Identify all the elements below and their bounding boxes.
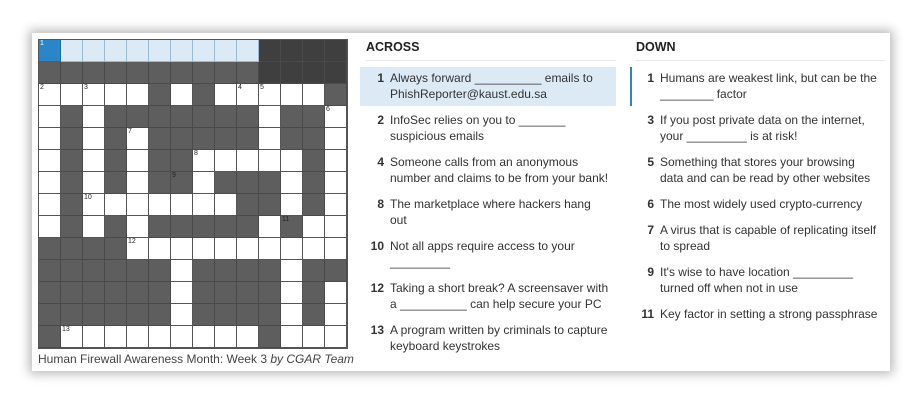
clue-number: 12 [370, 281, 384, 295]
cell-number: 10 [84, 194, 92, 201]
grid-block [61, 216, 83, 238]
grid-cell[interactable] [215, 40, 237, 62]
clue-number: 3 [647, 113, 654, 127]
grid-cell[interactable] [281, 194, 303, 216]
grid-block [193, 62, 215, 84]
grid-cell[interactable] [83, 128, 105, 150]
grid-block [171, 216, 193, 238]
grid-cell[interactable] [127, 128, 149, 150]
grid-block [193, 106, 215, 128]
grid-block [303, 106, 325, 128]
grid-cell[interactable] [325, 106, 347, 128]
grid-cell[interactable] [171, 40, 193, 62]
cell-number: 6 [326, 106, 330, 113]
grid-block [303, 304, 325, 326]
clue-number: 6 [647, 197, 654, 211]
across-clue-panel [360, 40, 616, 361]
grid-cell[interactable] [215, 238, 237, 260]
grid-cell[interactable] [127, 216, 149, 238]
grid-cell[interactable] [303, 326, 325, 348]
grid-cell[interactable] [61, 326, 83, 348]
grid-cell[interactable] [281, 282, 303, 304]
grid-block [61, 106, 83, 128]
grid-cell[interactable] [127, 238, 149, 260]
grid-block [303, 194, 325, 216]
grid-cell[interactable] [193, 194, 215, 216]
grid-block [325, 84, 347, 106]
grid-cell[interactable] [303, 84, 325, 106]
grid-cell[interactable] [281, 150, 303, 172]
across-clue-item[interactable] [360, 193, 616, 232]
grid-block [149, 106, 171, 128]
cell-number: 9 [172, 172, 176, 179]
grid-block [193, 128, 215, 150]
grid-cell[interactable] [61, 84, 83, 106]
grid-block [281, 62, 303, 84]
grid-cell[interactable] [83, 216, 105, 238]
grid-block [303, 150, 325, 172]
grid-cell[interactable] [325, 172, 347, 194]
grid-block [325, 62, 347, 84]
grid-block [237, 216, 259, 238]
grid-block [105, 62, 127, 84]
grid-cell[interactable] [39, 216, 61, 238]
grid-cell[interactable] [105, 194, 127, 216]
grid-cell[interactable] [149, 238, 171, 260]
across-clue-item[interactable] [360, 151, 616, 190]
grid-cell[interactable] [259, 106, 281, 128]
grid-block [215, 128, 237, 150]
grid-block [83, 260, 105, 282]
grid-block [105, 260, 127, 282]
grid-block [127, 260, 149, 282]
down-clue-list [630, 67, 885, 326]
grid-block [193, 84, 215, 106]
cell-number: 4 [238, 84, 242, 91]
caption-title: Human Firewall Awareness Month: Week 3 [38, 352, 267, 366]
across-clue-item[interactable] [360, 67, 616, 106]
grid-cell[interactable] [281, 304, 303, 326]
grid-cell[interactable] [171, 326, 193, 348]
grid-cell[interactable] [193, 326, 215, 348]
grid-block [61, 172, 83, 194]
grid-cell[interactable] [171, 260, 193, 282]
grid-block [39, 304, 61, 326]
grid-block [61, 238, 83, 260]
grid-block [61, 194, 83, 216]
grid-cell[interactable] [325, 282, 347, 304]
grid-block [237, 106, 259, 128]
grid-block [105, 150, 127, 172]
grid-block [149, 150, 171, 172]
grid-block [39, 326, 61, 348]
grid-cell[interactable] [39, 194, 61, 216]
grid-cell[interactable] [259, 84, 281, 106]
grid-block [171, 128, 193, 150]
grid-block [237, 304, 259, 326]
grid-block [127, 62, 149, 84]
clue-text: A virus that is capable of replicating itself to spread [660, 223, 877, 253]
grid-block [237, 128, 259, 150]
clue-text: It's wise to have location _________ turned off when not in use [660, 265, 854, 295]
down-heading: DOWN [636, 40, 885, 61]
grid-block [105, 282, 127, 304]
clue-number: 4 [377, 155, 384, 169]
grid-block [39, 260, 61, 282]
cell-number: 11 [282, 216, 290, 223]
down-clue-panel [630, 40, 885, 329]
clue-number: 11 [641, 307, 654, 321]
clue-text: Someone calls from an anonymous number and claims to be from your bank! [390, 155, 609, 185]
cell-number: 1 [40, 40, 44, 47]
down-clue-item[interactable] [630, 303, 885, 326]
grid-block [281, 216, 303, 238]
across-clue-item[interactable] [360, 277, 616, 316]
grid-block [127, 106, 149, 128]
grid-cell[interactable] [259, 216, 281, 238]
grid-block [105, 106, 127, 128]
grid-block [171, 172, 193, 194]
down-clue-item[interactable] [630, 109, 885, 148]
cell-number: 12 [128, 238, 136, 245]
grid-block [215, 62, 237, 84]
grid-block [303, 172, 325, 194]
grid-cell[interactable] [39, 150, 61, 172]
grid-cell[interactable] [237, 40, 259, 62]
grid-cell[interactable] [215, 84, 237, 106]
grid-block [83, 282, 105, 304]
grid-block [61, 128, 83, 150]
grid-block [105, 304, 127, 326]
grid-cell[interactable] [325, 304, 347, 326]
grid-block [215, 106, 237, 128]
grid-cell[interactable] [325, 238, 347, 260]
grid-cell[interactable] [39, 128, 61, 150]
grid-block [325, 260, 347, 282]
grid-block [149, 128, 171, 150]
grid-cell[interactable] [127, 40, 149, 62]
grid-cell[interactable] [215, 326, 237, 348]
grid-cell[interactable] [303, 238, 325, 260]
grid-cell[interactable] [127, 326, 149, 348]
grid-cell[interactable] [325, 150, 347, 172]
grid-cell[interactable] [281, 326, 303, 348]
grid-block [149, 62, 171, 84]
grid-cell[interactable] [303, 216, 325, 238]
clue-text: Key factor in setting a strong passphrase [660, 307, 878, 321]
grid-block [215, 304, 237, 326]
grid-block [237, 260, 259, 282]
clue-text: A program written by criminals to capture keyboard keystrokes [390, 323, 608, 353]
grid-cell[interactable] [127, 194, 149, 216]
grid-block [193, 216, 215, 238]
grid-cell[interactable] [83, 194, 105, 216]
clue-text: Taking a short break? A screensaver with a __________ can help secure your PC [390, 281, 609, 311]
clue-text: Not all apps require access to your _________ [390, 239, 575, 269]
grid-cell[interactable] [237, 150, 259, 172]
grid-cell[interactable] [237, 238, 259, 260]
grid-cell[interactable] [171, 282, 193, 304]
grid-block [193, 260, 215, 282]
grid-cell[interactable] [237, 326, 259, 348]
grid-block [193, 304, 215, 326]
grid-block [237, 194, 259, 216]
grid-block [281, 106, 303, 128]
clue-text: InfoSec relies on you to _______ suspicious emails [390, 113, 566, 143]
grid-cell[interactable] [215, 150, 237, 172]
grid-block [127, 282, 149, 304]
clue-text: Something that stores your browsing data and can be read by other websites [660, 155, 871, 185]
clue-number: 1 [377, 71, 384, 85]
cell-number: 8 [194, 150, 198, 157]
across-heading: ACROSS [366, 40, 616, 61]
grid-block [127, 304, 149, 326]
grid-cell[interactable] [281, 84, 303, 106]
grid-cell[interactable] [127, 84, 149, 106]
grid-cell[interactable] [149, 194, 171, 216]
grid-block [149, 84, 171, 106]
grid-block [281, 40, 303, 62]
clue-number: 7 [647, 223, 654, 237]
clue-number: 8 [377, 197, 384, 211]
grid-block [215, 260, 237, 282]
cell-number: 13 [62, 326, 70, 333]
grid-cell[interactable] [325, 194, 347, 216]
grid-cell[interactable] [39, 40, 61, 62]
grid-block [259, 172, 281, 194]
grid-cell[interactable] [171, 238, 193, 260]
grid-cell[interactable] [149, 326, 171, 348]
grid-block [259, 282, 281, 304]
grid-cell[interactable] [325, 326, 347, 348]
grid-cell[interactable] [193, 150, 215, 172]
grid-cell[interactable] [83, 84, 105, 106]
clue-text: The most widely used crypto-currency [660, 197, 863, 211]
clue-number: 1 [647, 71, 654, 85]
grid-block [39, 282, 61, 304]
grid-block [325, 40, 347, 62]
grid-block [149, 216, 171, 238]
grid-block [281, 128, 303, 150]
grid-block [149, 260, 171, 282]
grid-block [303, 128, 325, 150]
grid-block [83, 238, 105, 260]
grid-cell[interactable] [39, 172, 61, 194]
grid-cell[interactable] [193, 40, 215, 62]
grid-block [303, 260, 325, 282]
grid-cell[interactable] [83, 326, 105, 348]
down-clue-item[interactable] [630, 261, 885, 300]
crossword-grid[interactable] [38, 39, 348, 349]
cell-number: 3 [84, 84, 88, 91]
down-clue-item[interactable] [630, 67, 885, 106]
grid-cell[interactable] [215, 194, 237, 216]
grid-cell[interactable] [39, 106, 61, 128]
grid-block [259, 326, 281, 348]
grid-cell[interactable] [259, 128, 281, 150]
clue-text: Humans are weakest link, but can be the ________ factor [660, 71, 877, 101]
down-clue-item[interactable] [630, 193, 885, 216]
grid-cell[interactable] [259, 150, 281, 172]
grid-cell[interactable] [83, 150, 105, 172]
grid-cell[interactable] [281, 172, 303, 194]
grid-cell[interactable] [171, 304, 193, 326]
grid-block [215, 172, 237, 194]
grid-block [259, 62, 281, 84]
grid-cell[interactable] [83, 40, 105, 62]
grid-block [193, 282, 215, 304]
grid-cell[interactable] [281, 238, 303, 260]
grid-cell[interactable] [105, 326, 127, 348]
grid-cell[interactable] [149, 40, 171, 62]
cell-number: 7 [128, 128, 132, 135]
down-clue-item[interactable] [630, 151, 885, 190]
puzzle-caption [38, 352, 354, 366]
grid-block [259, 40, 281, 62]
across-clue-item[interactable] [360, 319, 616, 358]
grid-cell[interactable] [281, 260, 303, 282]
clue-number: 13 [370, 323, 384, 337]
grid-cell[interactable] [61, 40, 83, 62]
grid-cell[interactable] [39, 84, 61, 106]
grid-block [83, 62, 105, 84]
grid-block [215, 282, 237, 304]
across-clue-item[interactable] [360, 109, 616, 148]
grid-block [83, 304, 105, 326]
grid-block [259, 260, 281, 282]
grid-cell[interactable] [325, 128, 347, 150]
grid-block [105, 238, 127, 260]
grid-cell[interactable] [171, 84, 193, 106]
grid-block [171, 150, 193, 172]
grid-cell[interactable] [171, 194, 193, 216]
grid-block [149, 304, 171, 326]
grid-block [149, 282, 171, 304]
grid-block [259, 304, 281, 326]
grid-block [237, 172, 259, 194]
cell-number: 5 [260, 84, 264, 91]
grid-cell[interactable] [83, 106, 105, 128]
clue-number: 5 [647, 155, 654, 169]
grid-cell[interactable] [83, 172, 105, 194]
grid-cell[interactable] [193, 238, 215, 260]
grid-cell[interactable] [237, 84, 259, 106]
grid-block [61, 62, 83, 84]
grid-cell[interactable] [127, 150, 149, 172]
grid-block [61, 282, 83, 304]
clue-text: If you post private data on the internet, your _________ is at risk! [660, 113, 865, 143]
grid-cell[interactable] [259, 238, 281, 260]
grid-block [39, 62, 61, 84]
caption-author: by CGAR Team [270, 352, 354, 366]
grid-block [39, 238, 61, 260]
grid-cell[interactable] [325, 216, 347, 238]
grid-block [303, 62, 325, 84]
down-clue-item[interactable] [630, 219, 885, 258]
grid-block [149, 172, 171, 194]
clue-number: 10 [370, 239, 384, 253]
clue-text: The marketplace where hackers hang out [390, 197, 591, 227]
grid-block [259, 194, 281, 216]
grid-cell[interactable] [105, 84, 127, 106]
clue-text: Always forward __________ emails to PhishReporter@kaust.edu.sa [390, 71, 593, 101]
cell-number: 2 [40, 84, 44, 91]
grid-block [105, 216, 127, 238]
grid-block [237, 62, 259, 84]
grid-cell[interactable] [193, 172, 215, 194]
grid-block [105, 128, 127, 150]
grid-block [61, 260, 83, 282]
grid-cell[interactable] [127, 172, 149, 194]
grid-block [303, 282, 325, 304]
grid-block [171, 106, 193, 128]
grid-block [171, 62, 193, 84]
across-clue-list [360, 67, 616, 358]
clue-number: 9 [647, 265, 654, 279]
across-clue-item[interactable] [360, 235, 616, 274]
grid-block [105, 172, 127, 194]
grid-block [303, 40, 325, 62]
grid-block [61, 304, 83, 326]
grid-block [61, 150, 83, 172]
grid-block [237, 282, 259, 304]
grid-cell[interactable] [105, 40, 127, 62]
grid-block [215, 216, 237, 238]
clue-number: 2 [377, 113, 384, 127]
